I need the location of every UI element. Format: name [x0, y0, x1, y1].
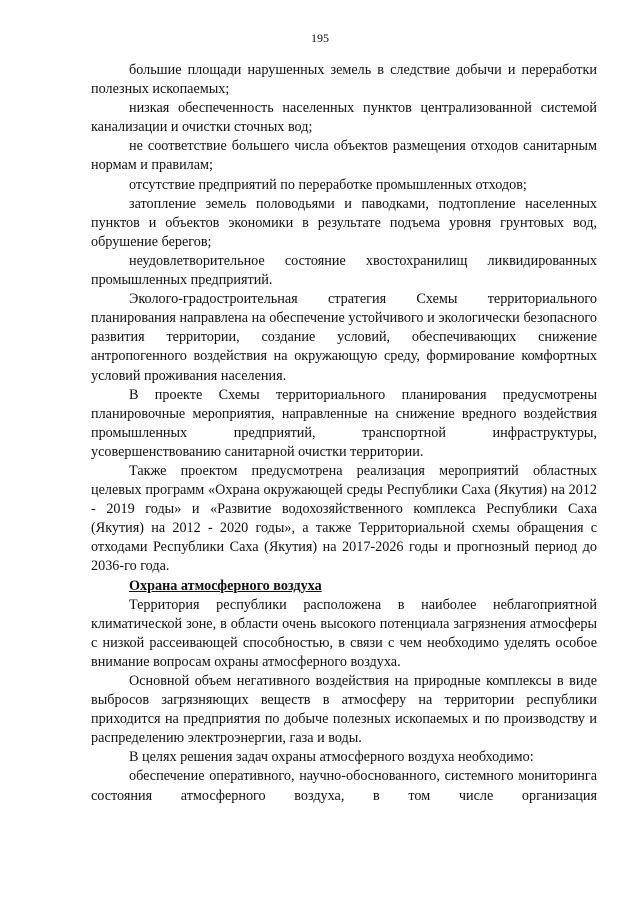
paragraph-tasks-intro: В целях решения задач охраны атмосферного воздуха необходимо:: [129, 749, 534, 766]
paragraph-emissions: Основной объем негативного воздействия на природные комплексы в виде выбросов загрязняющих веществ в атмосферу на территории республики приходится на предприятия по добыче полезных ископаемых и по производству и распределению электроэнергии, газа и воды.: [91, 673, 597, 747]
page-number: 195: [311, 31, 329, 45]
list-item-monitoring: обеспечение оперативного, научно-обоснованного, системного мониторинга состояния атмосферного воздуха, в том числе организация: [91, 768, 597, 804]
paragraph-target-programs: Также проектом предусмотрена реализация мероприятий областных целевых программ «Охрана окружающей среды Республики Саха (Якутия) на 2012 - 2019 годы» и «Развитие водохозяйственного комплекса Республики Саха (Якутия) на 2012 - 2020 годы», а также Территориальной схемы обращения с отходами Республики Саха (Якутия) на 2017-2026 годы и прогнозный период до 2036-го года.: [91, 462, 597, 575]
paragraph-climate-zone: Территория республики расположена в наиболее неблагоприятной климатической зоне, в области очень высокого потенциала загрязнения атмосферы с низкой рассеивающей способностью, в связи с чем необходимо уделять особое внимание вопросам охраны атмосферного воздуха.: [91, 596, 597, 670]
section-heading: Охрана атмосферного воздуха: [129, 577, 322, 594]
paragraph-strategy: Эколого-градостроительная стратегия Схемы территориального планирования направлена на обеспечение устойчивого и экологически безопасного развития территории, создание условий, обеспечивающих снижение антропогенного воздействия на окружающую среду, формирование комфортных условий проживания населения.: [91, 291, 597, 384]
document-body: [91, 61, 597, 806]
list-item-tailings: неудовлетворительное состояние хвостохранилищ ликвидированных промышленных предприятий.: [91, 252, 597, 289]
list-item-sewerage: низкая обеспеченность населенных пунктов централизованной системой канализации и очистки сточных вод;: [91, 100, 597, 136]
list-item-waste-sites: не соответствие большего числа объектов размещения отходов санитарным нормам и правилам;: [91, 138, 597, 174]
list-item-waste-processing: отсутствие предприятий по переработке промышленных отходов;: [129, 176, 527, 193]
list-item-flooding: затопление земель половодьями и паводками, подтопление населенных пунктов и объектов экономики в результате подъема уровня грунтовых вод, обрушение берегов;: [91, 195, 597, 250]
paragraph-planning-measures: В проекте Схемы территориального планирования предусмотрены планировочные мероприятия, направленные на снижение вредного воздействия промышленных предприятий, транспортной инфраструктуры, усовершенствованию санитарной очистки территории.: [91, 386, 597, 460]
list-item-disturbed-lands: большие площади нарушенных земель в следствие добычи и переработки полезных ископаемых;: [91, 62, 597, 98]
